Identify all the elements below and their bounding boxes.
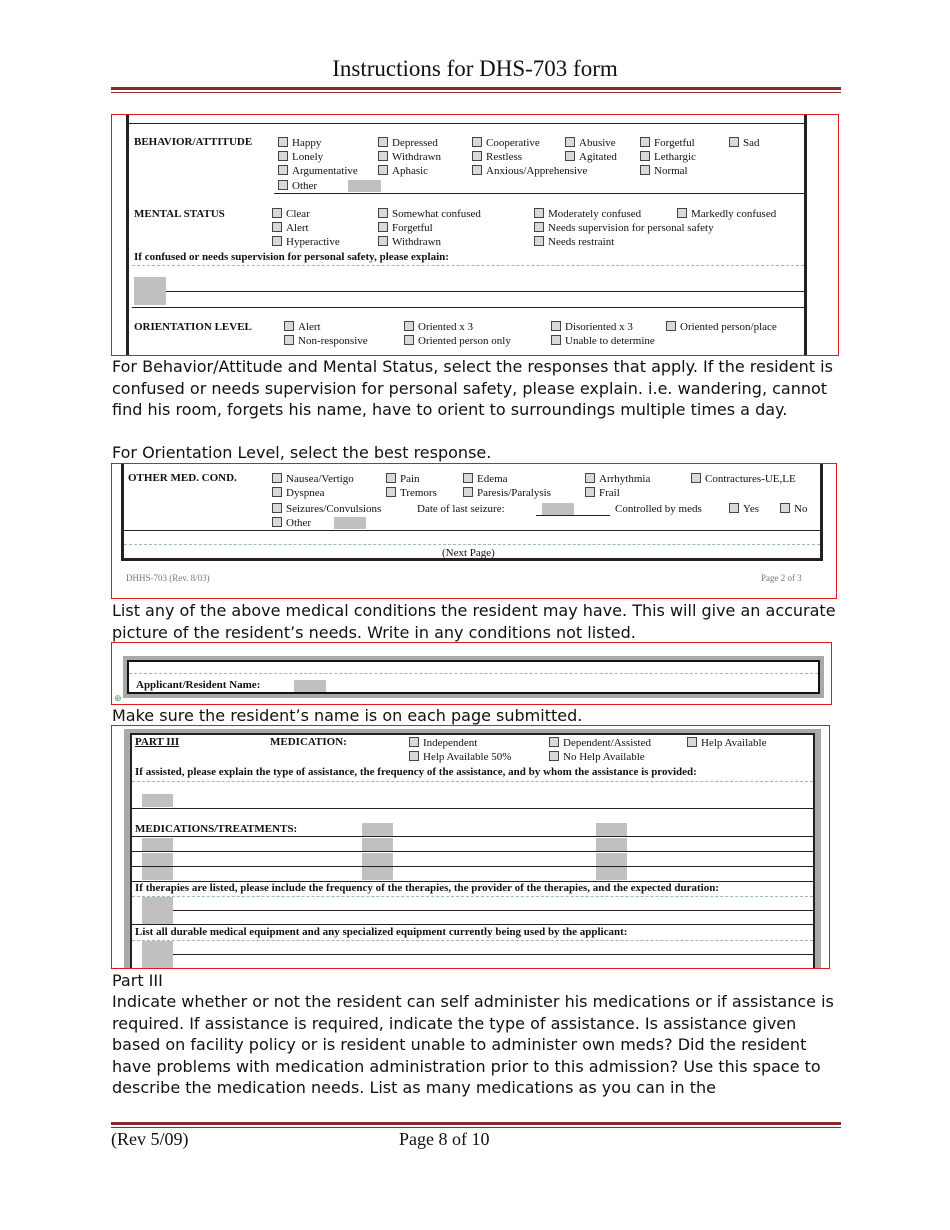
checkbox[interactable] bbox=[549, 737, 559, 747]
medication-option[interactable]: Dependent/Assisted bbox=[549, 737, 651, 749]
checkbox[interactable] bbox=[565, 137, 575, 147]
mental-option[interactable]: Needs supervision for personal safety bbox=[534, 222, 714, 234]
form-dashed-line bbox=[124, 544, 820, 545]
checkbox[interactable] bbox=[551, 321, 561, 331]
behavior-option[interactable]: Happy bbox=[278, 137, 321, 149]
medication-option[interactable]: No Help Available bbox=[549, 751, 645, 763]
checkbox[interactable] bbox=[284, 321, 294, 331]
other-text-field[interactable] bbox=[348, 180, 381, 192]
med-field[interactable] bbox=[596, 853, 627, 866]
behavior-option[interactable]: Restless bbox=[472, 151, 522, 163]
checkbox[interactable] bbox=[565, 151, 575, 161]
medication-option[interactable]: Independent bbox=[409, 737, 477, 749]
condition-option[interactable]: Dyspnea bbox=[272, 487, 325, 499]
mental-option[interactable]: Hyperactive bbox=[272, 236, 340, 248]
behavior-option[interactable]: Withdrawn bbox=[378, 151, 441, 163]
orientation-option[interactable]: Oriented x 3 bbox=[404, 321, 473, 333]
mental-option[interactable]: Moderately confused bbox=[534, 208, 641, 220]
med-field[interactable] bbox=[362, 867, 393, 880]
footer-rule-thin bbox=[111, 1127, 841, 1128]
behavior-option[interactable]: Normal bbox=[640, 165, 688, 177]
mental-option[interactable]: Somewhat confused bbox=[378, 208, 481, 220]
part-iii-label: PART III bbox=[135, 736, 180, 748]
checkbox[interactable] bbox=[549, 751, 559, 761]
explain-text-field[interactable] bbox=[134, 277, 166, 305]
condition-option[interactable]: Seizures/Convulsions bbox=[272, 503, 381, 515]
med-field[interactable] bbox=[596, 823, 627, 836]
name-instructions: Make sure the resident’s name is on each page submitted. bbox=[112, 706, 583, 725]
checkbox[interactable] bbox=[278, 151, 288, 161]
checkbox[interactable] bbox=[729, 137, 739, 147]
checkbox[interactable] bbox=[272, 503, 282, 513]
orientation-option[interactable]: Oriented person/place bbox=[666, 321, 777, 333]
checkbox[interactable] bbox=[386, 487, 396, 497]
checkbox[interactable] bbox=[666, 321, 676, 331]
footer-revision: (Rev 5/09) bbox=[111, 1129, 189, 1149]
med-field[interactable] bbox=[142, 867, 173, 880]
behavior-option[interactable]: Depressed bbox=[378, 137, 438, 149]
checkbox[interactable] bbox=[378, 151, 388, 161]
other-medical-conditions-form bbox=[111, 463, 837, 599]
behavior-option[interactable]: Argumentative bbox=[278, 165, 358, 177]
checkbox[interactable] bbox=[404, 321, 414, 331]
form-line bbox=[274, 193, 804, 194]
controlled-yes[interactable]: Yes bbox=[729, 503, 759, 515]
behavior-instructions: For Behavior/Attitude and Mental Status, select the responses that apply. If the resident is confused or needs supervision for personal safety, please explain. i.e. wandering, cannot find his room, forgets his name, have to orient to surroundings multiple times a day. bbox=[112, 357, 833, 419]
orientation-label: ORIENTATION LEVEL bbox=[134, 321, 252, 333]
checkbox[interactable] bbox=[640, 137, 650, 147]
form-dashed-line bbox=[132, 265, 804, 266]
other-med-cond-label: OTHER MED. COND. bbox=[128, 472, 237, 484]
part-iii-instructions: Indicate whether or not the resident can self administer his medications or if assistance is required. If assistance is required, indicate the type of assistance. Is assistance given based on facility policy or is resident unable to administer own meds? Did the resident have problems with medication administration prior to this admission? Use this space to describe the medication needs. List as many medications as you can in the bbox=[112, 992, 834, 1097]
medications-treatments-label: MEDICATIONS/TREATMENTS: bbox=[135, 823, 298, 835]
form-border-right bbox=[815, 729, 821, 969]
behavior-option-other[interactable]: Other bbox=[278, 180, 317, 192]
assist-explain-field[interactable] bbox=[142, 794, 173, 807]
checkbox[interactable] bbox=[278, 180, 288, 190]
form-border-left bbox=[126, 115, 129, 356]
condition-option[interactable]: Arrhythmia bbox=[585, 473, 650, 485]
footer-rule bbox=[111, 1122, 841, 1125]
mental-option[interactable]: Withdrawn bbox=[378, 236, 441, 248]
med-field[interactable] bbox=[142, 838, 173, 851]
checkbox[interactable] bbox=[472, 137, 482, 147]
controlled-no[interactable]: No bbox=[780, 503, 807, 515]
checkbox[interactable] bbox=[409, 751, 419, 761]
seizure-date-label: Date of last seizure: bbox=[417, 503, 505, 515]
therapies-label: If therapies are listed, please include the frequency of the therapies, the provider of the therapies, and the expected duration: bbox=[135, 882, 719, 894]
checkbox[interactable] bbox=[677, 208, 687, 218]
checkbox[interactable] bbox=[534, 236, 544, 246]
move-handle-icon[interactable]: ⊕ bbox=[114, 693, 122, 703]
condition-option[interactable]: Tremors bbox=[386, 487, 437, 499]
med-field[interactable] bbox=[596, 867, 627, 880]
mental-option[interactable]: Clear bbox=[272, 208, 310, 220]
checkbox[interactable] bbox=[640, 151, 650, 161]
checkbox[interactable] bbox=[585, 473, 595, 483]
checkbox[interactable] bbox=[780, 503, 790, 513]
header-rule bbox=[111, 87, 841, 90]
footer-page-number: Page 8 of 10 bbox=[399, 1129, 490, 1149]
page-title: Instructions for DHS-703 form bbox=[332, 56, 618, 81]
form-line bbox=[132, 851, 813, 852]
equipment-label: List all durable medical equipment and any specialized equipment currently being used by the applicant: bbox=[135, 926, 628, 938]
applicant-name-form bbox=[111, 642, 832, 705]
checkbox[interactable] bbox=[585, 487, 595, 497]
checkbox[interactable] bbox=[640, 165, 650, 175]
checkbox[interactable] bbox=[378, 165, 388, 175]
condition-option[interactable]: Pain bbox=[386, 473, 420, 485]
condition-option[interactable]: Contractures-UE,LE bbox=[691, 473, 796, 485]
header-rule-thin bbox=[111, 92, 841, 93]
checkbox[interactable] bbox=[378, 137, 388, 147]
checkbox[interactable] bbox=[284, 335, 294, 345]
controlled-by-meds-label: Controlled by meds bbox=[615, 503, 702, 515]
applicant-name-label: Applicant/Resident Name: bbox=[136, 679, 261, 691]
equipment-field[interactable] bbox=[142, 941, 173, 968]
part-iii-heading: Part III bbox=[112, 971, 163, 990]
orientation-instructions: For Orientation Level, select the best response. bbox=[112, 443, 492, 462]
condition-option-other[interactable]: Other bbox=[272, 517, 311, 529]
behavior-option[interactable]: Lonely bbox=[278, 151, 323, 163]
med-field[interactable] bbox=[142, 853, 173, 866]
checkbox[interactable] bbox=[278, 165, 288, 175]
checkbox[interactable] bbox=[378, 236, 388, 246]
checkbox[interactable] bbox=[272, 487, 282, 497]
next-page-label: (Next Page) bbox=[442, 547, 495, 559]
checkbox[interactable] bbox=[272, 208, 282, 218]
checkbox[interactable] bbox=[463, 473, 473, 483]
checkbox[interactable] bbox=[404, 335, 414, 345]
form-line bbox=[536, 515, 610, 516]
form-dashed-line bbox=[132, 896, 813, 897]
medication-label: MEDICATION: bbox=[270, 736, 347, 748]
orientation-option[interactable]: Disoriented x 3 bbox=[551, 321, 633, 333]
checkbox[interactable] bbox=[691, 473, 701, 483]
orientation-option[interactable]: Non-responsive bbox=[284, 335, 368, 347]
med-field[interactable] bbox=[362, 853, 393, 866]
form-page-number: Page 2 of 3 bbox=[761, 573, 802, 583]
behavior-option[interactable]: Abusive bbox=[565, 137, 616, 149]
mental-status-label: MENTAL STATUS bbox=[134, 208, 225, 220]
checkbox[interactable] bbox=[687, 737, 697, 747]
medication-option[interactable]: Help Available bbox=[687, 737, 766, 749]
checkbox[interactable] bbox=[378, 222, 388, 232]
checkbox[interactable] bbox=[729, 503, 739, 513]
mental-option[interactable]: Forgetful bbox=[378, 222, 433, 234]
checkbox[interactable] bbox=[378, 208, 388, 218]
other-condition-field[interactable] bbox=[334, 517, 366, 529]
med-field[interactable] bbox=[596, 838, 627, 851]
form-border-right bbox=[820, 464, 823, 560]
condition-option[interactable]: Nausea/Vertigo bbox=[272, 473, 354, 485]
form-line bbox=[132, 307, 804, 308]
form-border-left bbox=[121, 464, 124, 560]
behavior-option[interactable]: Cooperative bbox=[472, 137, 540, 149]
form-line bbox=[129, 123, 804, 124]
form-line bbox=[166, 291, 804, 292]
behavior-mental-orientation-form bbox=[111, 114, 839, 356]
orientation-option[interactable]: Alert bbox=[284, 321, 321, 333]
assist-explain-label: If assisted, please explain the type of assistance, the frequency of the assistance, and by whom the assistance is provided: bbox=[135, 766, 697, 778]
behavior-option[interactable]: Aphasic bbox=[378, 165, 428, 177]
checkbox[interactable] bbox=[534, 222, 544, 232]
medication-form bbox=[111, 725, 830, 969]
checkbox[interactable] bbox=[463, 487, 473, 497]
mental-option[interactable]: Needs restraint bbox=[534, 236, 614, 248]
form-line bbox=[132, 924, 813, 925]
behavior-option[interactable]: Anxious/Apprehensive bbox=[472, 165, 587, 177]
condition-option[interactable]: Paresis/Paralysis bbox=[463, 487, 551, 499]
confused-explain-label: If confused or needs supervision for personal safety, please explain: bbox=[134, 251, 449, 263]
med-field[interactable] bbox=[362, 838, 393, 851]
form-dashed-line bbox=[132, 781, 813, 782]
seizure-date-field[interactable] bbox=[542, 503, 574, 515]
checkbox[interactable] bbox=[272, 236, 282, 246]
form-border-top-inner bbox=[130, 733, 815, 735]
checkbox[interactable] bbox=[272, 222, 282, 232]
checkbox[interactable] bbox=[551, 335, 561, 345]
mental-option[interactable]: Alert bbox=[272, 222, 309, 234]
form-line bbox=[173, 954, 813, 955]
form-dashed-line bbox=[129, 673, 818, 674]
form-id: DHHS-703 (Rev. 8/03) bbox=[126, 573, 210, 583]
checkbox[interactable] bbox=[472, 165, 482, 175]
orientation-option[interactable]: Unable to determine bbox=[551, 335, 655, 347]
checkbox[interactable] bbox=[534, 208, 544, 218]
conditions-instructions: List any of the above medical conditions the resident may have. This will give an accurate picture of the resident’s needs. Write in any conditions not listed. bbox=[112, 601, 836, 642]
checkbox[interactable] bbox=[409, 737, 419, 747]
checkbox[interactable] bbox=[386, 473, 396, 483]
checkbox[interactable] bbox=[278, 137, 288, 147]
applicant-name-field[interactable] bbox=[294, 680, 326, 692]
checkbox[interactable] bbox=[272, 517, 282, 527]
behavior-option[interactable]: Forgetful bbox=[640, 137, 695, 149]
form-border-right-inner bbox=[813, 733, 815, 969]
orientation-option[interactable]: Oriented person only bbox=[404, 335, 511, 347]
checkbox[interactable] bbox=[272, 473, 282, 483]
mental-option[interactable]: Markedly confused bbox=[677, 208, 776, 220]
form-line bbox=[132, 836, 813, 837]
form-line bbox=[173, 910, 813, 911]
condition-option[interactable]: Frail bbox=[585, 487, 620, 499]
behavior-option[interactable]: Sad bbox=[729, 137, 760, 149]
form-line bbox=[124, 530, 820, 531]
med-field[interactable] bbox=[362, 823, 393, 836]
therapies-field[interactable] bbox=[142, 897, 173, 924]
medication-option[interactable]: Help Available 50% bbox=[409, 751, 511, 763]
behavior-label: BEHAVIOR/ATTITUDE bbox=[134, 136, 253, 148]
form-line bbox=[132, 866, 813, 867]
form-line bbox=[132, 808, 813, 809]
checkbox[interactable] bbox=[472, 151, 482, 161]
behavior-option[interactable]: Agitated bbox=[565, 151, 617, 163]
form-border-right bbox=[804, 115, 807, 356]
condition-option[interactable]: Edema bbox=[463, 473, 508, 485]
behavior-option[interactable]: Lethargic bbox=[640, 151, 696, 163]
form-dashed-line bbox=[132, 940, 813, 941]
